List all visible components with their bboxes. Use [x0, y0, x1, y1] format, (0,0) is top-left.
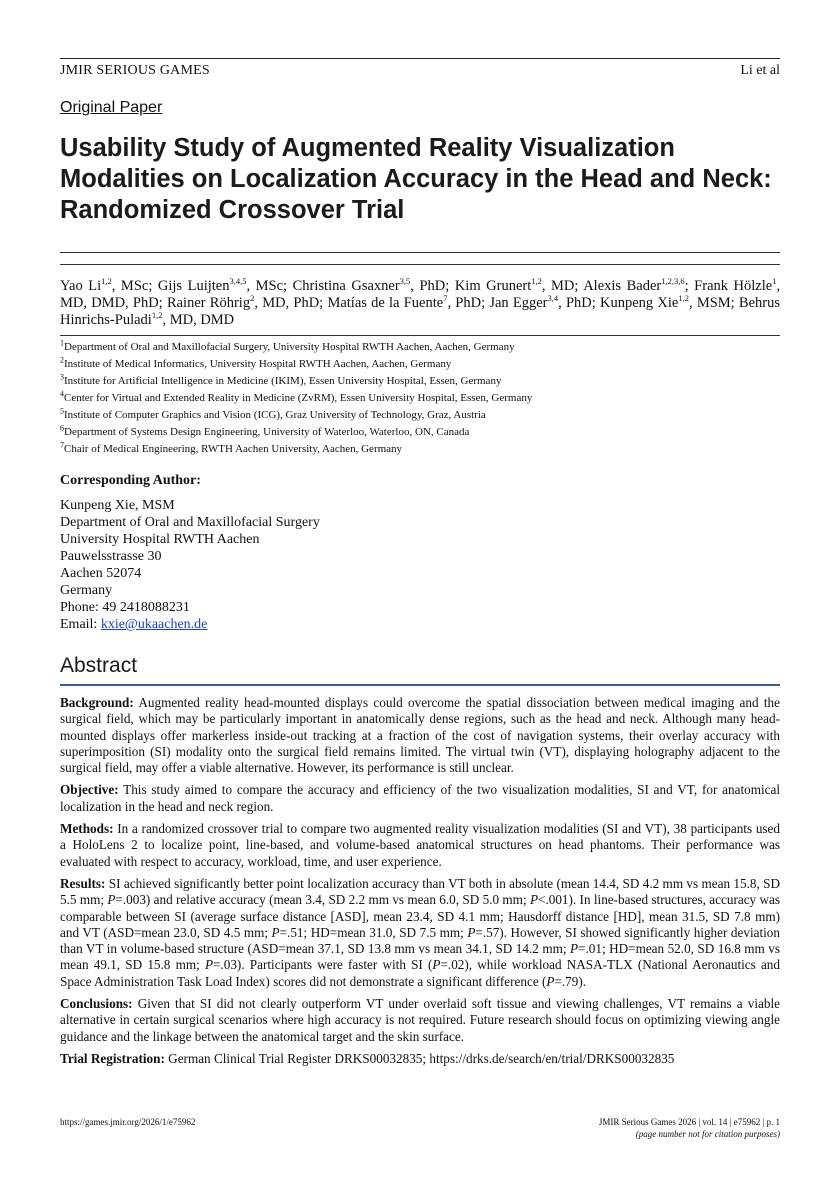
affiliation-text: Center for Virtual and Extended Reality in Medicine (ZvRM), Essen University Hospital, Essen, Germany [64, 392, 533, 404]
affiliation-number: 3 [60, 372, 64, 382]
affiliation-number: 4 [60, 389, 64, 399]
abstract-conclusions [60, 996, 780, 1045]
methods-label: Methods: [60, 821, 114, 837]
author-name: Jan Egger [489, 295, 548, 311]
results-fragment: =.003) and relative accuracy (mean 3.4, SD 2.2 mm vs mean 6.0, SD 5.0 mm; [115, 892, 530, 908]
affiliation-item [60, 390, 780, 407]
background-label: Background: [60, 695, 134, 710]
header-rule [60, 58, 780, 59]
affiliation-number: 1 [60, 338, 64, 348]
conclusions-label: Conclusions: [60, 996, 133, 1012]
article-type: Original Paper [60, 99, 163, 116]
author-affiliation-marker: 7 [443, 293, 448, 304]
author-degree: , MD, DMD [162, 312, 235, 328]
author-affiliation-marker: 1 [772, 276, 777, 287]
affiliation-item [60, 441, 780, 458]
abstract-trial-registration [60, 1051, 780, 1067]
p-value-symbol: P [529, 892, 539, 908]
results-label: Results: [60, 875, 106, 891]
running-author: Li et al [740, 63, 780, 78]
results-fragment: =.79). [554, 973, 587, 989]
results-fragment: SI achieved significantly better point localization accuracy than VT both in absolute (mean 14.4, SD 4.2 mm vs mean 15.8, SD 5.5 mm; [60, 875, 781, 908]
results-fragment: =.51; HD=mean 31.0, SD 7.5 mm; [279, 924, 468, 940]
author-name: Alexis Bader [583, 278, 662, 294]
objective-text: This study aimed to compare the accuracy and efficiency of the two visualization modalities, SI and VT, for anatomical localization in the head and neck region. [60, 782, 780, 814]
title-rule-top [60, 252, 780, 253]
abstract-background [60, 695, 780, 776]
abstract-rule [60, 684, 780, 686]
abstract-results [60, 876, 780, 990]
author-affiliation-marker: 1,2 [531, 276, 542, 287]
affiliation-item [60, 424, 780, 441]
corresponding-street: Pauwelsstrasse 30 [60, 549, 162, 564]
corresponding-institution: University Hospital RWTH Aachen [60, 532, 260, 547]
p-value-symbol: P [107, 892, 116, 908]
affiliation-number: 2 [60, 355, 64, 365]
abstract-body [60, 695, 780, 1073]
author-name: Behrus Hinrichs-Puladi [60, 295, 781, 328]
results-text [60, 876, 780, 989]
results-fragment: <.001). In line-based structures, accuracy was comparable between SI (average surface distance [ASD], mean 23.4, SD 4.1 mm; Hausdorff distance [HD], mean 31.5, SD 7.8 mm) and VT (ASD=mean 23.0, SD 4.5 mm; [60, 892, 780, 940]
p-value-symbol: P [204, 957, 213, 973]
author-degree: , MSc; [111, 278, 158, 294]
background-text: Augmented reality head-mounted displays could overcome the spatial dissociation between medical imaging and the surgical field, which may be particularly important in anatomically dense regions, such as the head and neck. Although many head-mounted displays offer markerless inside-out tracking at a fraction of the cost of navigation systems, their overlay accuracy with superimposition (SI) modality onto the surgical field remains limited. The virtual twin (VT), displaying holography adjacent to the surgical field, may offer a viable alternative. However, its performance is still unclear. [60, 695, 780, 776]
email-label: Email: [60, 617, 101, 632]
author-degree: , PhD; [410, 278, 455, 294]
author-name: Christina Gsaxner [292, 278, 400, 294]
affiliation-item [60, 339, 780, 356]
corresponding-country: Germany [60, 583, 113, 598]
author-affiliation-marker: 1,2,3,6 [661, 276, 685, 287]
corresponding-city: Aachen 52074 [60, 566, 142, 581]
affiliation-text: Institute of Computer Graphics and Vision (ICG), Graz University of Technology, Graz, Austria [64, 409, 486, 421]
author-affiliation-marker: 3,5 [399, 276, 411, 287]
footer-citation: JMIR Serious Games 2026 | vol. 14 | e75962 | p. 1 [598, 1117, 780, 1127]
results-fragment: =.01; HD=mean 52.0, SD 16.8 mm vs mean 49.1, SD 15.8 mm; [60, 941, 780, 973]
corresponding-department: Department of Oral and Maxillofacial Surgery [60, 515, 320, 530]
author-degree: , MSc; [246, 278, 293, 294]
author-affiliation-marker: 1,2 [101, 276, 112, 287]
results-fragment: =.03). Participants were faster with SI ( [213, 957, 433, 973]
affiliation-text: Institute of Medical Informatics, University Hospital RWTH Aachen, Aachen, Germany [64, 358, 452, 370]
conclusions-text: Given that SI did not clearly outperform VT under overlaid soft tissue and viewing challenges, VT remains a viable alternative in certain surgical scenarios where high accuracy is not required. Future research should focus on optimizing viewing angle guidance and the linkage between the anatomical target and the skin surface. [60, 996, 781, 1044]
author-degree: , MD, PhD; [254, 295, 328, 311]
affiliation-list [60, 339, 780, 458]
author-name: Yao Li [60, 278, 102, 294]
affiliation-number: 5 [60, 406, 64, 416]
affiliation-number: 6 [60, 423, 64, 433]
footer-url: https://games.jmir.org/2026/1/e75962 [60, 1117, 196, 1127]
p-value-symbol: P [467, 924, 476, 940]
abstract-objective [60, 782, 780, 815]
author-affiliation-marker: 1,2 [151, 310, 163, 321]
p-value-symbol: P [546, 973, 555, 989]
corresponding-author-block [60, 497, 320, 633]
affiliation-number: 7 [60, 440, 64, 450]
author-degree: , MSM; [688, 295, 739, 311]
author-affiliation-marker: 3,4,5 [229, 276, 247, 287]
paper-title: Usability Study of Augmented Reality Visualization Modalities on Localization Accuracy in the Head and Neck: Randomized Crossover Trial [60, 134, 772, 224]
abstract-heading: Abstract [60, 654, 138, 677]
author-name: Frank Hölzle [694, 278, 773, 294]
author-degree: , PhD; [447, 295, 490, 311]
p-value-symbol: P [271, 924, 280, 940]
p-value-symbol: P [432, 957, 441, 973]
affiliation-text: Department of Systems Design Engineering, University of Waterloo, Waterloo, ON, Canada [64, 426, 470, 438]
affiliation-text: Chair of Medical Engineering, RWTH Aachen University, Aachen, Germany [64, 443, 403, 455]
corresponding-author-heading: Corresponding Author: [60, 473, 201, 488]
affiliation-item [60, 373, 780, 390]
author-degree: , PhD; [558, 295, 601, 311]
author-name: Gijs Luijten [157, 278, 230, 294]
affiliation-text: Institute for Artificial Intelligence in Medicine (IKIM), Essen University Hospital, Essen, Germany [64, 375, 502, 387]
author-degree: , MD; [541, 278, 584, 294]
objective-label: Objective: [60, 782, 119, 798]
author-degree: , MD, DMD, PhD; [60, 278, 781, 311]
author-name: Kim Grunert [454, 278, 532, 294]
author-degree: ; [684, 278, 695, 294]
title-rule-bottom [60, 264, 780, 265]
trial-registration-label: Trial Registration: [60, 1050, 165, 1066]
methods-text: In a randomized crossover trial to compare two augmented reality visualization modalities (SI and VT), 38 participants used a HoloLens 2 to localize point, line-based, and volume-based anatomical structures on head phantoms. Their performance was evaluated with respect to accuracy, workload, time, and user experience. [60, 821, 781, 869]
affiliation-item [60, 356, 780, 373]
corresponding-email-row [60, 616, 320, 633]
corresponding-name: Kunpeng Xie, MSM [60, 498, 175, 513]
author-name: Kunpeng Xie [600, 295, 679, 311]
results-fragment: =.02), while workload NASA-TLX (National Aeronautics and Space Administration Task Load Index) scores did not demonstrate a significant difference ( [60, 957, 780, 989]
author-name: Rainer Röhrig [166, 295, 251, 311]
p-value-symbol: P [569, 941, 579, 957]
author-rule [60, 335, 780, 336]
journal-name: JMIR SERIOUS GAMES [60, 63, 210, 78]
affiliation-text: Department of Oral and Maxillofacial Surgery, University Hospital RWTH Aachen, Aachen, Germany [64, 341, 515, 353]
affiliation-item [60, 407, 780, 424]
corresponding-phone: Phone: 49 2418088231 [60, 600, 190, 615]
author-affiliation-marker: 3,4 [547, 293, 559, 304]
trial-registration-text: German Clinical Trial Register DRKS00032835; https://drks.de/search/en/trial/DRKS00032835 [168, 1050, 675, 1066]
email-link[interactable]: kxie@ukaachen.de [100, 617, 208, 632]
abstract-methods [60, 821, 780, 870]
footer-note: (page number not for citation purposes) [635, 1129, 780, 1139]
author-list [60, 278, 780, 329]
author-affiliation-marker: 1,2 [678, 293, 689, 304]
results-fragment: =.57). However, SI showed significantly higher deviation than VT in volume-based structure (ASD=mean 37.1, SD 13.8 mm vs mean 34.1, SD 14.2 mm; [60, 924, 780, 957]
author-affiliation-marker: 2 [250, 293, 255, 304]
author-name: Matías de la Fuente [327, 295, 444, 311]
